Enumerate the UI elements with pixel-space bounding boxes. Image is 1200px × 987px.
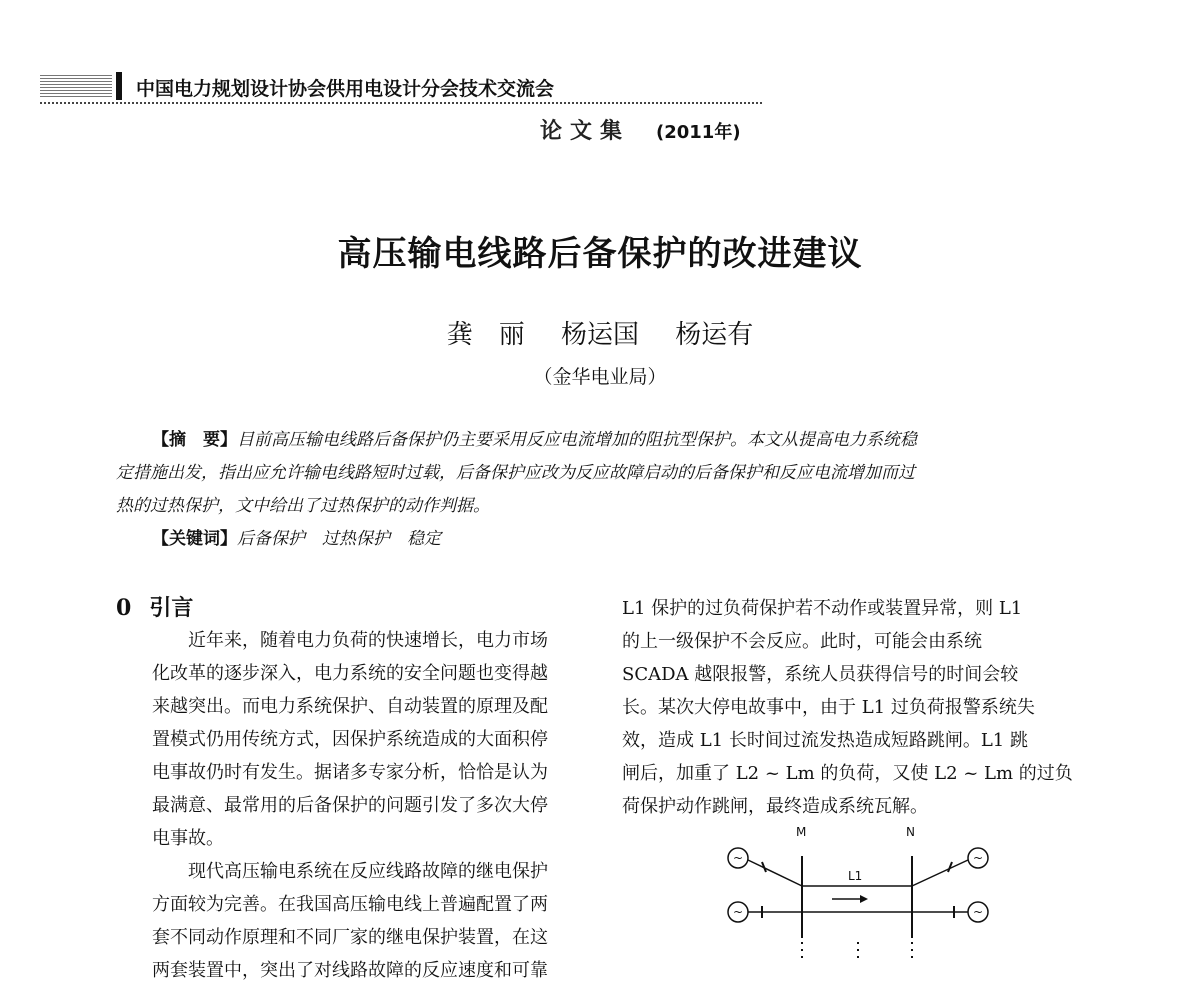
text-line: 的上一级保护不会反应。此时，可能会由系统 (622, 631, 982, 652)
text-line: 电事故仍时有发生。据诸多专家分析，恰恰是认为 (152, 762, 548, 783)
line-label-l1: L1 (848, 869, 863, 883)
text-line: 最满意、最常用的后备保护的问题引发了多次大停 (152, 795, 548, 816)
abstract-line: 定措施出发，指出应允许输电线路短时过载，后备保护应改为反应故障启动的后备保护和反应电流增加而过 (116, 463, 915, 483)
text-line: 现代高压输电系统在反应线路故障的继电保护 (188, 861, 548, 882)
abstract-line (116, 424, 1096, 457)
text-line: 长。某次大停电故事中，由于 L1 过负荷报警系统失 (622, 697, 1035, 718)
text-line: 闸后，加重了 L2 ~ Lm 的负荷，又使 L2 ~ Lm 的过负 (622, 763, 1073, 784)
abstract-line: 热的过热保护，文中给出了过热保护的动作判据。 (116, 496, 490, 516)
text-line: 电事故。 (152, 828, 224, 849)
journal-title: 中国电力规划设计协会供用电设计分会技术交流会 (136, 78, 555, 100)
feeder (748, 860, 802, 886)
keywords-label: 【关键词】 (152, 529, 237, 549)
affiliation: （金华电业局） (533, 366, 667, 388)
header-rule (40, 102, 762, 104)
section-number: 0 (116, 595, 132, 621)
text-line: 化改革的逐步深入，电力系统的安全问题也变得越 (152, 663, 548, 684)
system-diagram (720, 820, 1020, 962)
text-line: L1 保护的过负荷保护若不动作或装置异常，则 L1 (622, 598, 1023, 619)
text-line: 套不同动作原理和不同厂家的继电保护装置，在这 (152, 927, 548, 948)
text-line: 荷保护动作跳闸，最终造成系统瓦解。 (622, 796, 928, 817)
author: 龚 丽 (446, 320, 525, 350)
paper-title: 高压输电线路后备保护的改进建议 (337, 234, 863, 274)
text-line: 效，造成 L1 长时间过流发热造成短路跳闸。L1 跳 (622, 730, 1028, 751)
text-line: 置模式仍用传统方式，因保护系统造成的大面积停 (152, 729, 548, 750)
right-column (622, 592, 1092, 823)
section-heading (116, 592, 586, 624)
text-line: 两套装置中，突出了对线路故障的反应速度和可靠 (152, 960, 548, 981)
section-title: 引言 (149, 595, 194, 621)
generator-symbol: ~ (973, 905, 984, 919)
keywords-text: 后备保护 过热保护 稳定 (237, 529, 441, 549)
abstract-text: 目前高压输电线路后备保护仍主要采用反应电流增加的阻抗型保护。本文从提高电力系统稳 (237, 430, 917, 450)
author: 杨运有 (675, 320, 754, 350)
paragraph (622, 592, 1092, 823)
collection-label: 论文集 (540, 118, 631, 144)
author: 杨运国 (560, 320, 639, 350)
bus-label-n: N (906, 825, 915, 839)
author-list (0, 314, 1200, 351)
generator-symbol: ~ (733, 851, 744, 865)
keywords-line (116, 523, 1096, 556)
header-decoration (40, 75, 112, 97)
bus-label-m: M (796, 825, 807, 839)
flow-arrow-head (860, 895, 868, 903)
text-line: 近年来，随着电力负荷的快速增长，电力市场 (188, 630, 548, 651)
feeder (912, 860, 968, 886)
header-bar (116, 72, 122, 100)
text-line: 方面较为完善。在我国高压输电线上普遍配置了两 (152, 894, 548, 915)
left-column (116, 592, 586, 987)
text-line: SCADA 越限报警，系统人员获得信号的时间会较 (622, 664, 1019, 685)
abstract (116, 424, 1096, 556)
generator-symbol: ~ (973, 851, 984, 865)
generator-symbol: ~ (733, 905, 744, 919)
abstract-label: 【摘 要】 (152, 430, 237, 450)
paragraph (116, 855, 586, 987)
collection-year: (2011年) (656, 122, 741, 143)
paragraph (116, 624, 586, 855)
text-line: 来越突出。而电力系统保护、自动装置的原理及配 (152, 696, 548, 717)
